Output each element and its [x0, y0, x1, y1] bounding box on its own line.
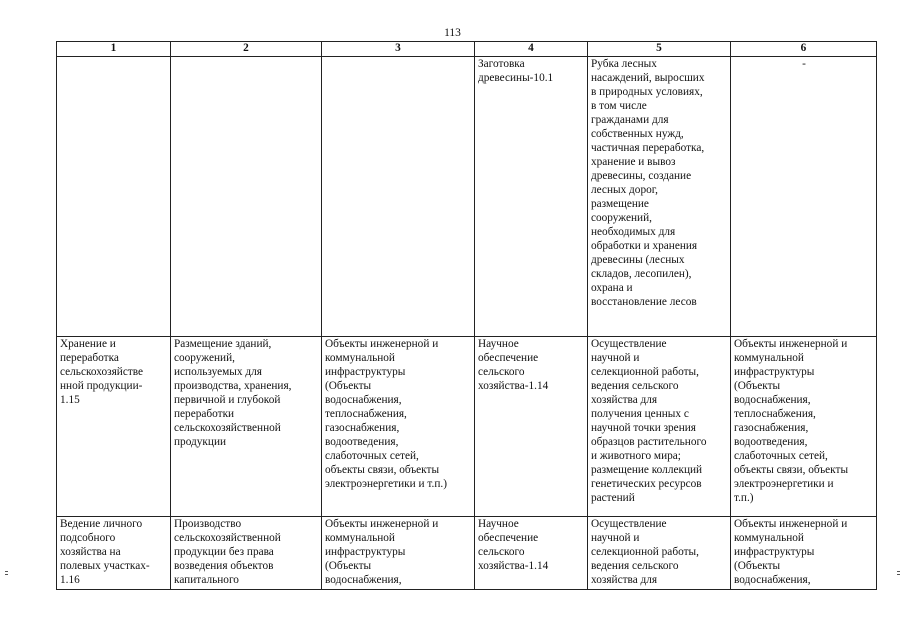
column-header-1: 1 — [57, 42, 171, 57]
table-cell: - — [731, 57, 877, 337]
land-use-table — [56, 41, 877, 590]
table-cell: Рубка лесных насаждений, выросших в природных условиях, в том числе гражданами для собственных нужд, частичная переработка, хранение и вывоз древесины, создание лесных дорог, размещение сооружений, необходимых для обработки и хранения древесины (лесных складов, лесопилен), охрана и восстановление лесов — [588, 57, 731, 337]
table-cell: Производство сельскохозяйственной продукции без права возведения объектов капитального — [171, 517, 322, 590]
left-edge-mark — [5, 574, 8, 575]
table-cell: Объекты инженерной и коммунальной инфраструктуры (Объекты водоснабжения, теплоснабжения, газоснабжения, водоотведения, слаботочных сетей, объекты связи, объекты электроэнергетики и т.п.) — [731, 337, 877, 517]
table-cell: Научное обеспечение сельского хозяйства-1.14 — [475, 517, 588, 590]
table-cell: Размещение зданий, сооружений, используемых для производства, хранения, первичной и глубокой переработки сельскохозяйственной продукции — [171, 337, 322, 517]
table-cell: Хранение и переработка сельскохозяйстве нной продукции- 1.15 — [57, 337, 171, 517]
right-edge-mark — [897, 571, 900, 572]
table-row — [57, 517, 877, 590]
column-header-6: 6 — [731, 42, 877, 57]
table-cell: Заготовка древесины-10.1 — [475, 57, 588, 337]
table-row — [57, 337, 877, 517]
table-row — [57, 57, 877, 337]
column-header-4: 4 — [475, 42, 588, 57]
table-cell: Ведение личного подсобного хозяйства на полевых участках- 1.16 — [57, 517, 171, 590]
table-cell: Осуществление научной и селекционной работы, ведения сельского хозяйства для получения ценных с научной точки зрения образцов растительного и животного мира; размещение коллекций генетических ресурсов растений — [588, 337, 731, 517]
table-cell: Осуществление научной и селекционной работы, ведения сельского хозяйства для — [588, 517, 731, 590]
table-cell — [57, 57, 171, 337]
table-cell: Объекты инженерной и коммунальной инфраструктуры (Объекты водоснабжения, — [322, 517, 475, 590]
table-cell: Объекты инженерной и коммунальной инфраструктуры (Объекты водоснабжения, — [731, 517, 877, 590]
right-edge-mark — [897, 574, 900, 575]
column-header-5: 5 — [588, 42, 731, 57]
table-cell — [171, 57, 322, 337]
column-header-3: 3 — [322, 42, 475, 57]
page-number: 113 — [444, 27, 461, 39]
table-cell: Научное обеспечение сельского хозяйства-1.14 — [475, 337, 588, 517]
table-cell — [322, 57, 475, 337]
left-edge-mark — [5, 571, 8, 572]
table-cell: Объекты инженерной и коммунальной инфраструктуры (Объекты водоснабжения, теплоснабжения, газоснабжения, водоотведения, слаботочных сетей, объекты связи, объекты электроэнергетики и т.п.) — [322, 337, 475, 517]
column-header-2: 2 — [171, 42, 322, 57]
table-header-row — [57, 42, 877, 57]
